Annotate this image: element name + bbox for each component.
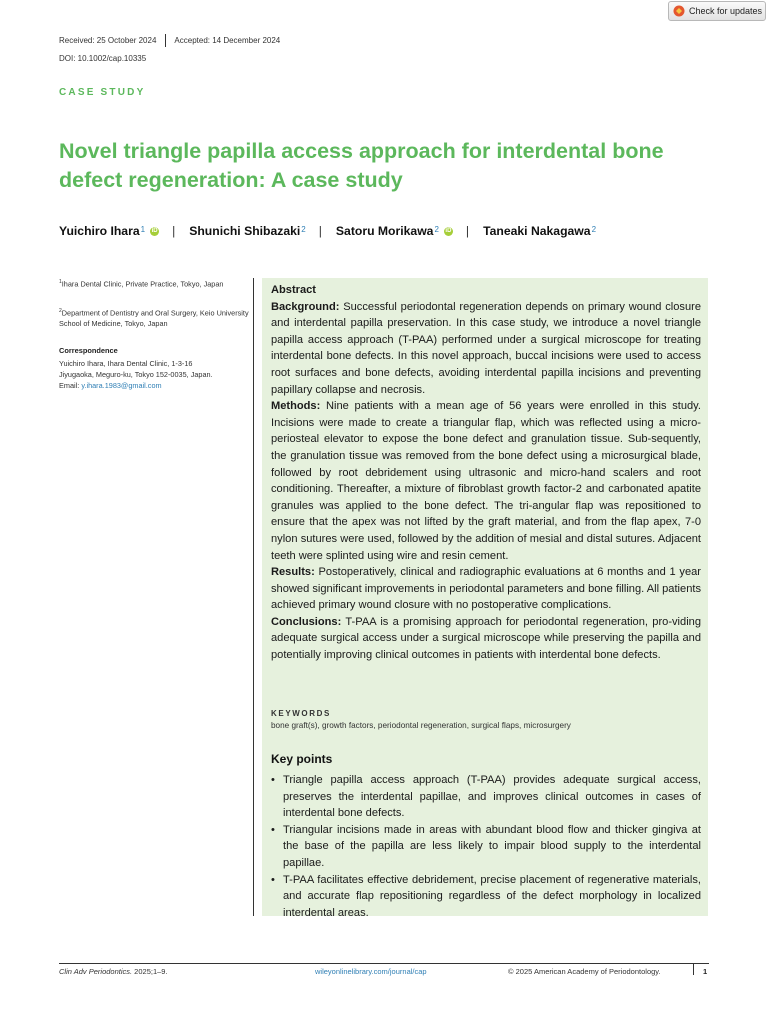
email-link[interactable]: y.ihara.1983@gmail.com <box>81 381 162 390</box>
key-points-list <box>271 772 701 921</box>
journal-url-link[interactable]: wileyonlinelibrary.com/journal/cap <box>315 967 427 976</box>
correspondence-email-line <box>59 380 249 391</box>
accepted-date: Accepted: 14 December 2024 <box>174 36 281 45</box>
page-number: 1 <box>703 967 708 976</box>
key-point-item: • Triangular incisions made in areas with abundant blood flow and thicker gingiva at the base of the papilla are less likely to impair blood supply to the interdental papillae. <box>271 822 701 872</box>
author-separator: | <box>172 224 176 238</box>
footer-page-divider <box>693 963 694 975</box>
crossmark-icon <box>673 5 685 17</box>
abstract-conclusions <box>271 614 701 664</box>
correspondence-line: Yuichiro Ihara, Ihara Dental Clinic, 1-3-16 <box>59 359 193 368</box>
affiliation-number: 2 <box>59 308 62 314</box>
abstract-methods <box>271 398 701 564</box>
orcid-icon[interactable]: iD <box>445 227 452 234</box>
citation-details: 2025;1–9. <box>132 967 168 976</box>
author-name[interactable]: Shunichi Shibazaki <box>189 224 301 238</box>
correspondence-line: Jiyugaoka, Meguro-ku, Tokyo 152-0035, Japan. <box>59 370 213 379</box>
abstract <box>271 282 701 664</box>
affiliation-text: Department of Dentistry and Oral Surgery, Keio University School of Medicine, Tokyo, Japan <box>59 308 249 329</box>
background-text: Successful periodontal regeneration depends on primary wound closure and interdental papilla preservation. In this case study, we introduce a novel triangle papilla access approach (T-PAA) performed under a surgical microscope for treating interdental bone defects. In this novel approach, buccal incisions were used to access root surfaces and bone defects, avoiding interdental papilla incisions and preventing papillary collapse and necrosis. <box>271 300 701 396</box>
background-label: Background: <box>271 300 340 313</box>
affiliation-number: 1 <box>59 279 62 285</box>
footer-rule <box>59 963 709 964</box>
article-title: Novel triangle papilla access approach for interdental bone defect regeneration: A case study <box>59 139 664 192</box>
key-point-item: • Triangle papilla access approach (T-PAA) provides adequate surgical access, preserves the interdental papillae, and improves clinical outcomes in cases of interdental bone defects. <box>271 772 701 822</box>
keywords-label: KEYWORDS <box>271 709 331 718</box>
correspondence-details <box>59 358 249 391</box>
affiliation-text: Ihara Dental Clinic, Private Practice, Tokyo, Japan <box>61 279 224 289</box>
conclusions-label: Conclusions: <box>271 615 342 628</box>
check-for-updates-button[interactable] <box>668 1 766 21</box>
received-date: Received: 25 October 2024 <box>59 36 157 45</box>
journal-name: Clin Adv Periodontics. <box>59 967 133 976</box>
copyright-notice: © 2025 American Academy of Periodontology. <box>508 967 661 976</box>
key-point-item: • T-PAA facilitates effective debridement, precise placement of regenerative materials, and accurate flap repositioning regardless of the defect morphology in localized interdental areas. <box>271 872 701 922</box>
meta-divider <box>165 34 166 47</box>
author-separator: | <box>465 224 470 238</box>
author-name[interactable]: Yuichiro Ihara <box>59 224 140 238</box>
results-text: Postoperatively, clinical and radiographic evaluations at 6 months and 1 year showed significant improvements in periodontal parameters and bone filling. All patients achieved primary wound closure with no postoperative complications. <box>271 566 701 612</box>
key-points-heading: Key points <box>271 752 333 766</box>
check-for-updates-label: Check for updates <box>689 6 763 16</box>
affiliation-2 <box>59 306 249 329</box>
author-affiliation-ref: 1 <box>140 224 146 234</box>
author-affiliation-ref: 2 <box>434 224 439 234</box>
results-label: Results: <box>271 566 315 579</box>
dates-line <box>59 34 280 47</box>
affiliation-1 <box>59 277 249 289</box>
author-affiliation-ref: 2 <box>591 224 597 234</box>
author-name[interactable]: Satoru Morikawa <box>335 224 434 238</box>
author-affiliation-ref: 2 <box>301 224 306 234</box>
section-label: CASE STUDY <box>59 87 146 98</box>
abstract-results <box>271 564 701 614</box>
footer-citation <box>59 967 168 976</box>
conclusions-text: T-PAA is a promising approach for periodontal regeneration, pro-viding adequate surgical access under a surgical microscope while preserving the papilla and potentially improving clinical outcomes in patients with interdental bone defects. <box>271 615 701 662</box>
column-divider <box>253 278 254 916</box>
correspondence-heading: Correspondence <box>59 346 118 355</box>
author-list <box>59 224 759 238</box>
keywords-text: bone graft(s), growth factors, periodontal regeneration, surgical flaps, microsurgery <box>271 721 571 730</box>
methods-text: Nine patients with a mean age of 56 years were enrolled in this study. Incisions were made to create a triangular flap, which was reflected using a micro-periosteal elevator to expose the bone defect and granulation tissue. Sub-sequently, the granulation tissue was removed from the bone defect using a microsurgical blade, followed by root debridement using ultrasonic and micro-hand scalers and root conditioning. Thereafter, a mixture of fibroblast growth factor-2 and carbonated apatite granules was applied to the bone defect. The tri-angular flap was repositioned to ensure that the apex was not lifted by the graft material, and from the flap apex, 7-0 nylon sutures were used, followed by the addition of mesial and distal sutures. Adjacent teeth were splinted using wire and resin cement. <box>271 400 701 562</box>
doi: DOI: 10.1002/cap.10335 <box>59 54 147 63</box>
author-name[interactable]: Taneaki Nakagawa <box>483 224 591 238</box>
author-separator: | <box>318 224 322 238</box>
email-label: Email: <box>59 381 82 390</box>
orcid-icon[interactable]: iD <box>151 227 158 234</box>
methods-label: Methods: <box>271 400 321 413</box>
abstract-background <box>271 299 701 399</box>
abstract-heading: Abstract <box>271 284 317 296</box>
